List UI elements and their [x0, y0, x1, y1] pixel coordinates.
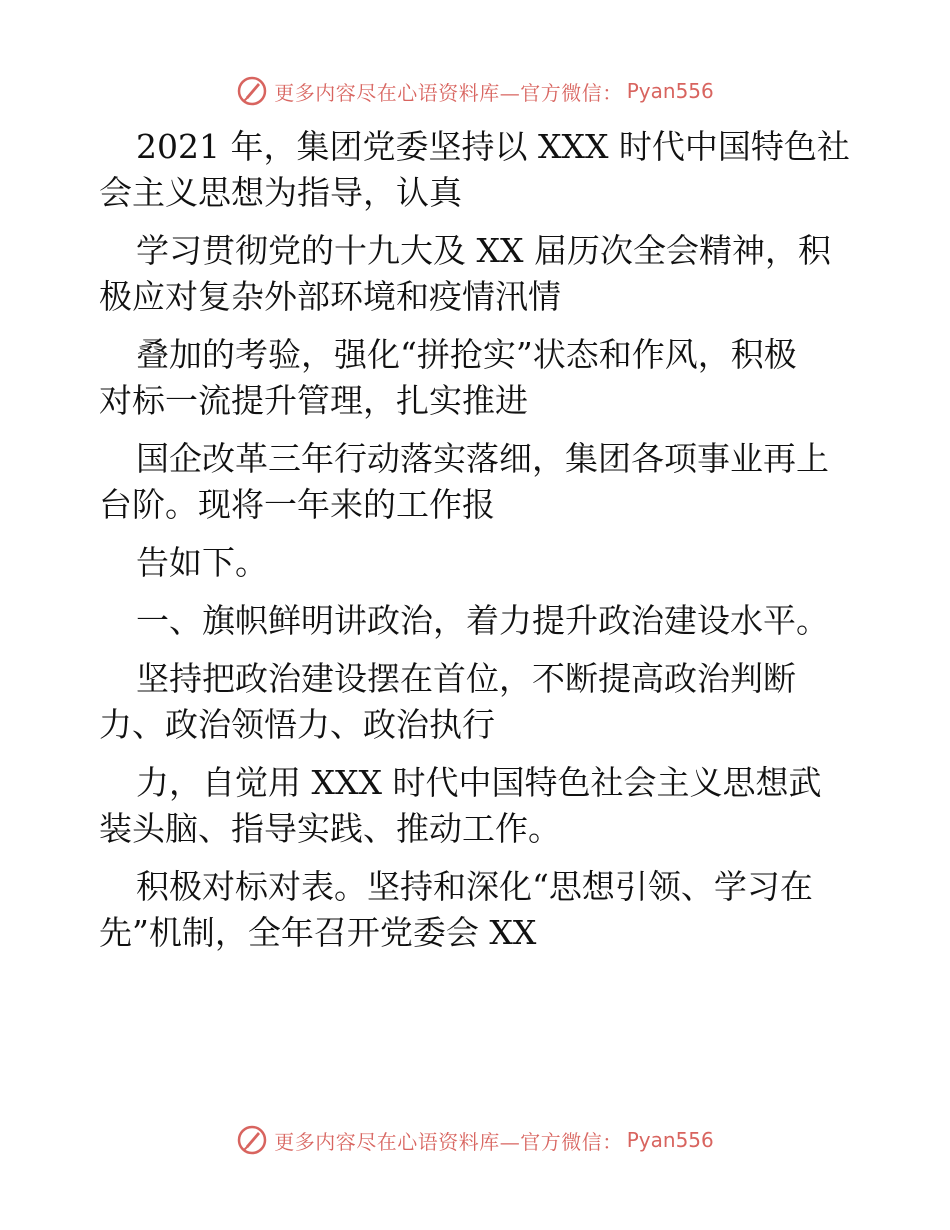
paragraph-line: 台阶。现将一年来的工作报: [99, 485, 495, 524]
paragraph-line: 告如下。: [136, 543, 268, 582]
paragraph-line: 积极对标对表。坚持和深化“思想引领、学习在: [136, 867, 813, 906]
document-body: [99, 124, 859, 968]
watermark-text: 更多内容尽在心语资料库—官方微信：: [274, 1129, 623, 1154]
paragraph-line: 学习贯彻党的十九大及 XX 届历次全会精神，积: [136, 231, 831, 270]
paragraph-line: 先”机制，全年召开党委会 XX: [99, 913, 537, 952]
paragraph: [99, 760, 859, 852]
paragraph: [99, 124, 859, 216]
watermark-text: 更多内容尽在心语资料库—官方微信：: [274, 80, 623, 105]
paragraph-line: 2021 年，集团党委坚持以 XXX 时代中国特色社: [136, 127, 850, 166]
paragraph: [99, 540, 859, 586]
paragraph-line: 力、政治领悟力、政治执行: [99, 705, 495, 744]
watermark-wechat-id: Pyan556: [626, 1128, 714, 1152]
quill-logo-icon: [236, 1124, 268, 1156]
quill-logo-icon: [236, 75, 268, 107]
footer-watermark: [0, 1120, 950, 1160]
watermark-wechat-id: Pyan556: [626, 79, 714, 103]
paragraph: [99, 864, 859, 956]
section-heading: [99, 598, 859, 644]
paragraph-line: 装头脑、指导实践、推动工作。: [99, 809, 561, 848]
paragraph: [99, 436, 859, 528]
paragraph-line: 叠加的考验，强化“拼抢实”状态和作风，积极: [136, 335, 797, 374]
paragraph: [99, 228, 859, 320]
paragraph-line: 力，自觉用 XXX 时代中国特色社会主义思想武: [136, 763, 822, 802]
paragraph-line: 坚持把政治建设摆在首位，不断提高政治判断: [136, 659, 796, 698]
paragraph-line: 会主义思想为指导，认真: [99, 173, 462, 212]
paragraph-line: 极应对复杂外部环境和疫情汛情: [99, 277, 561, 316]
paragraph: [99, 332, 859, 424]
heading-line: 一、旗帜鲜明讲政治，着力提升政治建设水平。: [136, 601, 829, 640]
header-watermark: [0, 71, 950, 111]
paragraph-line: 对标一流提升管理，扎实推进: [99, 381, 528, 420]
paragraph: [99, 656, 859, 748]
paragraph-line: 国企改革三年行动落实落细，集团各项事业再上: [136, 439, 829, 478]
